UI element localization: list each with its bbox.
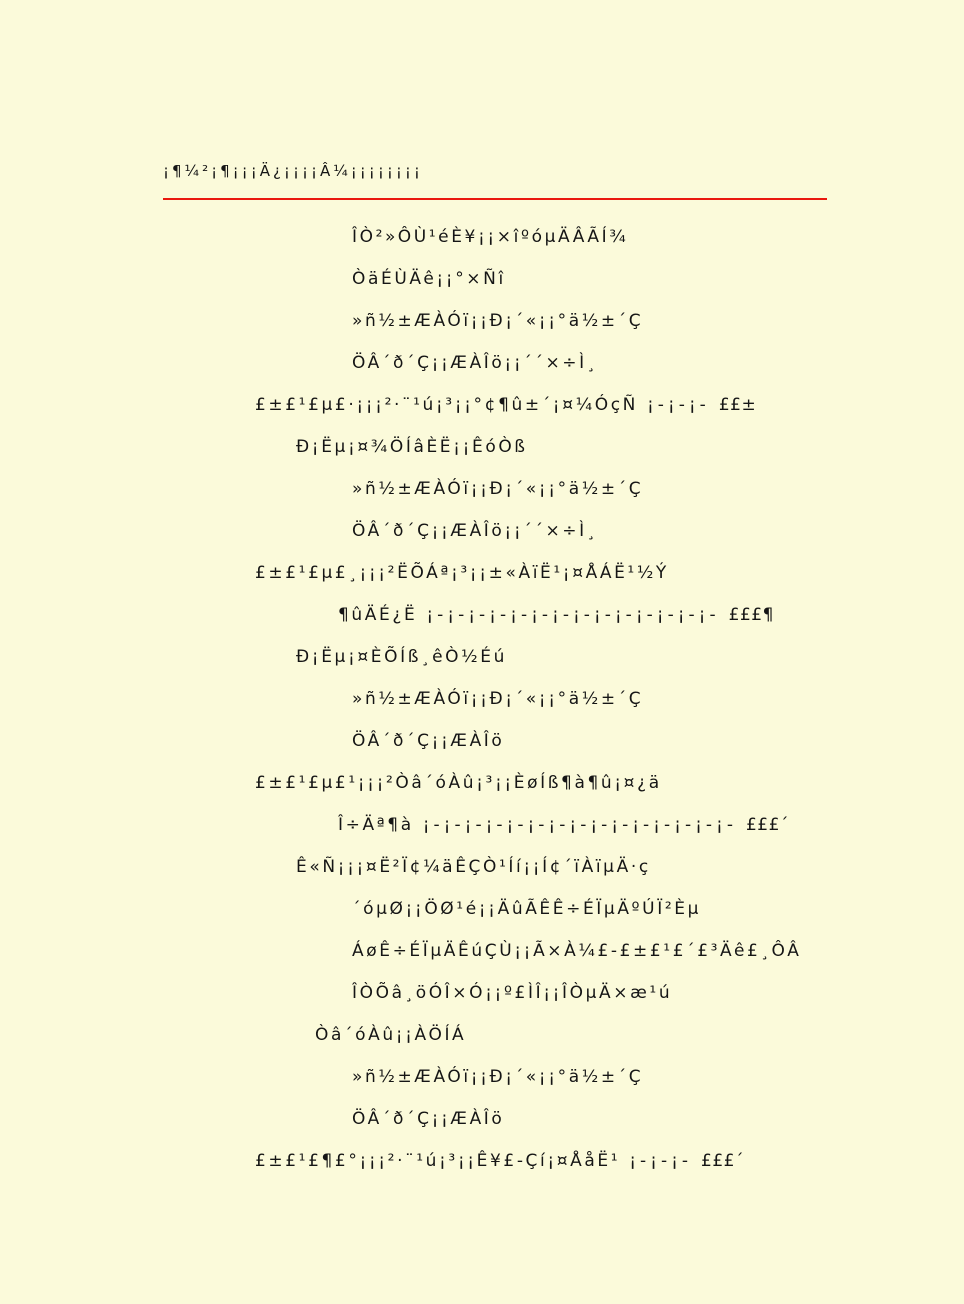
toc-entry-text: Ð¡Ëµ¡¤¾ÖÍâÈË¡¡ÊóÒß [296,437,528,457]
toc-entry-text: »ñ½±ÆÀÓï¡¡Ð¡´«¡¡°ä½±´Ç [352,689,644,709]
toc-line [0,510,964,552]
toc-entry-text: ´óµØ¡¡ÖØ¹é¡¡ÄûÃÊÊ÷ÉÏµÄºÚÏ²Èµ [352,899,701,919]
toc-entry-text: Î÷Äª¶à [338,815,414,835]
toc-entry-text: »ñ½±ÆÀÓï¡¡Ð¡´«¡¡°ä½±´Ç [352,479,644,499]
toc-entry-text: Ê«Ñ¡¡¡¤Ë²Ï¢¼äÊÇÒ¹Íí¡¡Í¢´ïÀïµÄ·ç [296,857,651,877]
toc-entry-text: £±£¹£µ£¹¡¡¡²Òâ´óÀû¡³¡¡ÈøÍß¶à¶û¡¤¿ä [255,773,662,793]
table-of-contents [0,216,964,1182]
toc-line [0,258,964,300]
toc-page-number: £££´ [745,815,789,835]
toc-entry-text: ÖÂ´ð´Ç¡¡ÆÀÎö¡¡´´×÷Ì¸ [352,521,598,541]
toc-entry-text: Ð¡Ëµ¡¤ÈÕÍß¸êÒ½Éú [296,647,507,667]
toc-entry-text: £±£¹£µ£·¡¡¡²·¨¹ú¡³¡¡°¢¶û±´¡¤¼ÓçÑ [255,395,638,415]
toc-line [0,846,964,888]
toc-line [0,972,964,1014]
toc-entry-text: ÖÂ´ð´Ç¡¡ÆÀÎö¡¡´´×÷Ì¸ [352,353,598,373]
toc-page-number: ££± [718,395,757,415]
toc-line [0,720,964,762]
toc-entry-text: £±£¹£µ£¸¡¡¡²ËÕÁª¡³¡¡±«ÀïË¹¡¤ÅÁË¹½Ý [255,563,669,583]
page-title: ¡¶¼²¡¶¡¡¡Ä¿¡¡¡¡Â¼¡¡¡¡¡¡¡¡ [163,162,423,180]
toc-line [0,384,964,426]
toc-line [0,1056,964,1098]
toc-line [0,468,964,510]
toc-line [0,594,964,636]
toc-entry-text: ÖÂ´ð´Ç¡¡ÆÀÎö [352,1109,505,1129]
toc-line [0,1098,964,1140]
toc-page-number: £££´ [701,1151,744,1171]
toc-entry-text: ÖÂ´ð´Ç¡¡ÆÀÎö [352,731,505,751]
toc-entry-text: ¶ûÄÉ¿Ë [338,605,418,625]
toc-entry-text: »ñ½±ÆÀÓï¡¡Ð¡´«¡¡°ä½±´Ç [352,1067,644,1087]
toc-line [0,678,964,720]
dot-leader: ¡-¡-¡- [646,395,710,415]
toc-entry-text: ÎÒÕâ¸öÓÎ×Ó¡¡º£ÌÎ¡¡ÎÒµÄ×æ¹ú [352,983,673,1003]
toc-line [0,552,964,594]
toc-line [0,1140,964,1182]
toc-line [0,636,964,678]
toc-entry-text: »ñ½±ÆÀÓï¡¡Ð¡´«¡¡°ä½±´Ç [352,311,644,331]
toc-entry-text: ÁøÊ÷ÉÏµÄÊúÇÙ¡¡Ã×À¼£-£±£¹£´£³Äê£¸ÔÂ [352,941,802,961]
toc-entry-text: ÎÒ²»ÔÙ¹éÈ¥¡¡×îºóµÄÂÃÍ¾ [352,227,629,247]
toc-line [0,426,964,468]
toc-line [0,342,964,384]
toc-line [0,216,964,258]
toc-line [0,762,964,804]
dot-leader: ¡-¡-¡- [629,1151,693,1171]
toc-page-number: £££¶ [728,605,774,625]
toc-line [0,888,964,930]
toc-line [0,300,964,342]
toc-line [0,804,964,846]
toc-line [0,930,964,972]
dot-leader: ¡-¡-¡-¡-¡-¡-¡-¡-¡-¡-¡-¡-¡-¡- [426,605,720,625]
title-underline [163,198,827,200]
dot-leader: ¡-¡-¡-¡-¡-¡-¡-¡-¡-¡-¡-¡-¡-¡-¡- [422,815,737,835]
toc-entry-text: ÒäÉÙÄê¡¡°×Ñî [352,269,506,289]
toc-entry-text: £±£¹£¶£°¡¡¡²·¨¹ú¡³¡¡Ê¥£-Çí¡¤ÅåË¹ [255,1151,621,1171]
toc-line [0,1014,964,1056]
toc-entry-text: Òâ´óÀû¡¡ÀÖÍÁ [315,1025,467,1045]
